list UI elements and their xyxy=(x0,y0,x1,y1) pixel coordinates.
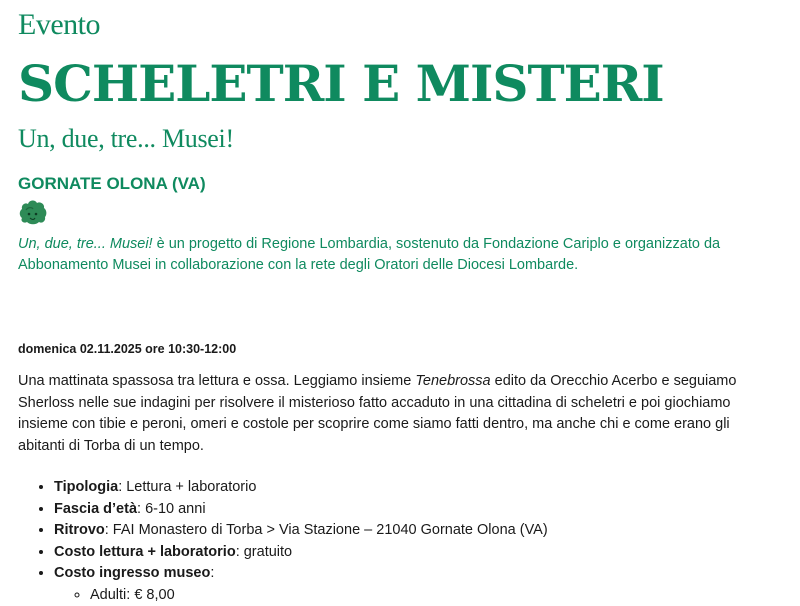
event-title: SCHELETRI E MISTERI xyxy=(18,56,788,112)
detail-label: Fascia d’età xyxy=(54,501,137,517)
description-part-2: edito da Orecchio Acerbo e seguiamo Sherloss nelle sue indagini per risolvere il misterioso fatto accaduto in una cittadina di scheletri e poi giochiamo insieme con tibie e peroni, omeri e costole per scoprire come siamo fatti dentro, ma anche chi e come erano gli abitanti di Torba di un tempo. xyxy=(18,373,736,454)
detail-item-costo-lettura xyxy=(54,542,788,564)
detail-value: : Lettura + laboratorio xyxy=(118,479,256,495)
project-description: è un progetto di Regione Lombardia, sostenuto da Fondazione Cariplo e organizzato da Abbonamento Musei in collaborazione con la rete degli Oratori delle Diocesi Lombarde. xyxy=(18,236,720,273)
project-intro xyxy=(18,234,778,276)
event-page xyxy=(18,0,788,606)
detail-item-ritrovo xyxy=(54,520,788,542)
event-description xyxy=(18,371,778,457)
price-item-adulti: ◦ Adulti: € 8,00 xyxy=(90,585,788,606)
project-name: Un, due, tre... Musei! xyxy=(18,236,153,252)
detail-label: Costo lettura + laboratorio xyxy=(54,544,236,560)
detail-label: Costo ingresso museo xyxy=(54,565,210,581)
detail-value: : 6-10 anni xyxy=(137,501,206,517)
mascot-icon xyxy=(18,198,48,226)
detail-value: : FAI Monastero di Torba > Via Stazione – 21040 Gornate Olona (VA) xyxy=(105,522,548,538)
detail-value: : xyxy=(210,565,214,581)
event-details-list xyxy=(18,477,788,606)
detail-label: Tipologia xyxy=(54,479,118,495)
detail-value: : gratuito xyxy=(236,544,292,560)
event-date: domenica 02.11.2025 ore 10:30-12:00 xyxy=(18,341,788,357)
detail-label: Ritrovo xyxy=(54,522,105,538)
museum-price-list xyxy=(54,585,788,606)
detail-item-fascia-eta xyxy=(54,499,788,521)
page-kicker: Evento xyxy=(18,10,788,40)
event-location: GORNATE OLONA (VA) xyxy=(18,173,788,195)
book-title: Tenebrossa xyxy=(415,373,490,389)
detail-item-tipologia xyxy=(54,477,788,499)
description-part-1: Una mattinata spassosa tra lettura e ossa. Leggiamo insieme xyxy=(18,373,415,389)
event-subtitle: Un, due, tre... Musei! xyxy=(18,124,788,154)
